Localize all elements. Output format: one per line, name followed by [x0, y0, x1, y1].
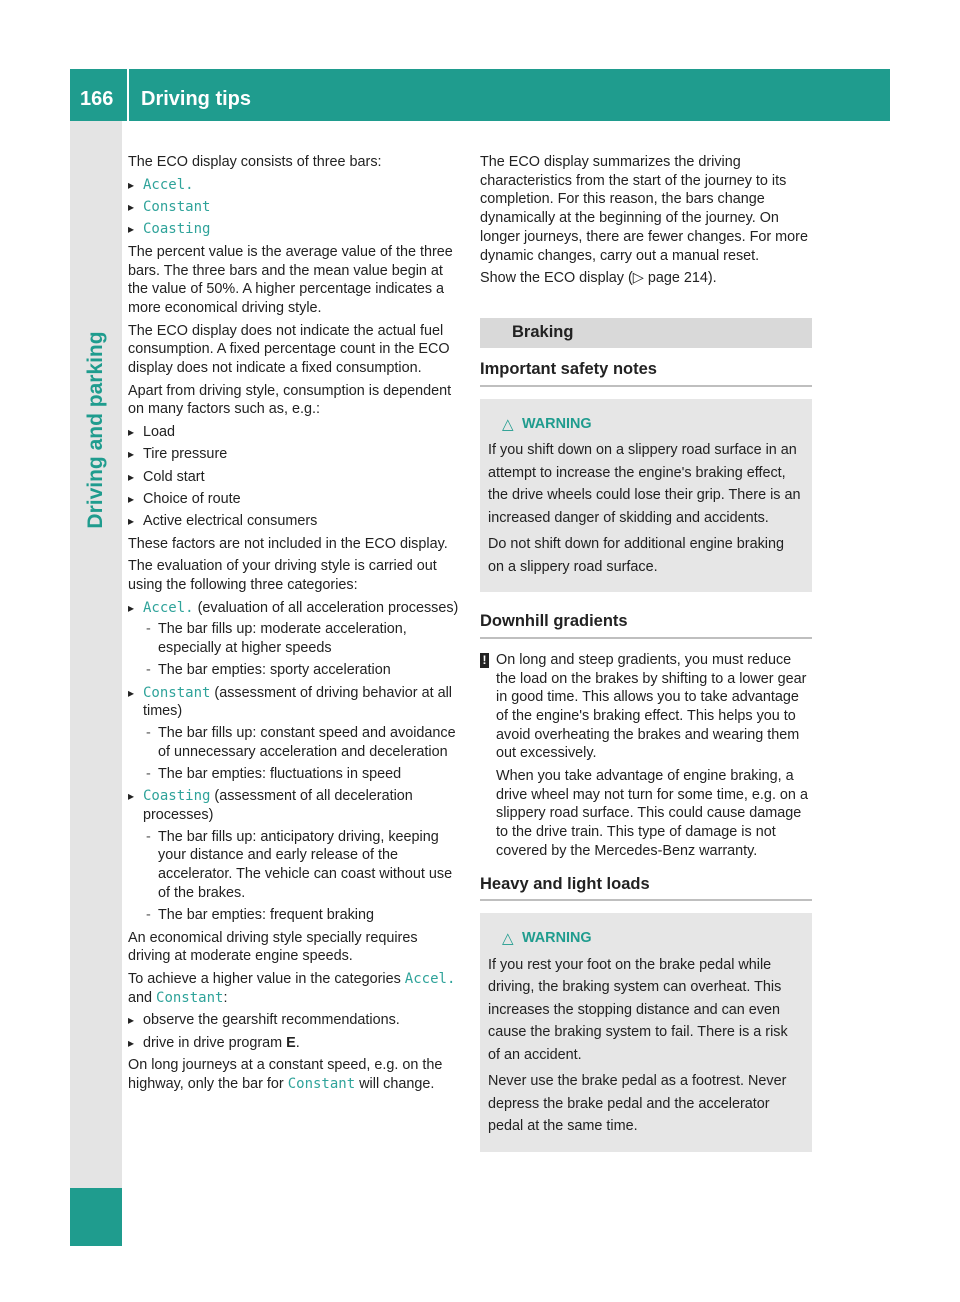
paragraph: The evaluation of your driving style is carried out using the following three categories: [128, 558, 437, 594]
sub-item: - The bar empties: fluctuations in speed [143, 765, 460, 784]
sub-item: - The bar empties: frequent braking [143, 906, 460, 925]
category-text: (assessment of all deceleration processes) [143, 788, 413, 823]
code-accel: Accel. [404, 970, 456, 987]
list-item [128, 220, 460, 239]
notice-text: On long and steep gradients, you must reduce the load on the brakes by shifting to a lower gear in good time. This allows you to take advantage of the engine's braking effect. This helps you to avoid overheating the brakes and wearing them out excessively. [496, 651, 807, 762]
header-divider [127, 69, 129, 121]
side-tab-marker [70, 1188, 122, 1246]
subheading-loads: Heavy and light loads [480, 875, 812, 902]
paragraph: The ECO display summarizes the driving characteristics from the start of the journey to its completion. For this reason, the bars change dynamically at the beginning of the journey. On longer journeys, there are fewer changes. For more dynamic changes, carry out a manual reset. [480, 154, 808, 264]
exclamation-icon: ! [480, 653, 489, 668]
text-fragment: Show the ECO display ( [480, 270, 633, 287]
warning-heading [488, 927, 802, 950]
warning-box [480, 913, 812, 1152]
right-column [480, 153, 812, 1172]
page-ref-arrow-icon: ▷ [632, 270, 644, 287]
sub-item: - The bar fills up: constant speed and avoidance of unnecessary acceleration and deceleration [143, 724, 460, 761]
category-constant [128, 684, 460, 784]
text-fragment: : [223, 989, 228, 1006]
sub-item: - The bar empties: sporty acceleration [143, 661, 460, 680]
code-constant: Constant [156, 989, 224, 1006]
subheading-safety: Important safety notes [480, 360, 812, 387]
list-item [128, 198, 460, 217]
warning-triangle-icon: △ [502, 930, 514, 948]
paragraph: The percent value is the average value of the three bars. The three bars and the mean value begin at the value of 50%. A higher percentage indicates a more economical driving style. [128, 243, 453, 316]
tips-list [128, 1011, 460, 1052]
left-column [128, 153, 460, 1098]
sub-item: - The bar fills up: anticipatory driving, keeping your distance and early release of the accelerator. The vehicle can coast without use of the brakes. [143, 828, 460, 903]
text-fragment: will change. [355, 1075, 435, 1092]
categories-list [128, 599, 460, 925]
sub-list [143, 620, 460, 680]
bar-constant: Constant [143, 198, 211, 215]
section-header-braking [480, 318, 812, 348]
sub-list [143, 828, 460, 925]
list-item: ▸ Tire pressure [128, 445, 460, 464]
list-item: ▸ observe the gearshift recommendations. [128, 1011, 460, 1030]
text-fragment: To achieve a higher value in the categories [128, 970, 405, 987]
category-accel [128, 599, 460, 680]
code-accel: Accel. [143, 599, 194, 616]
sub-item: - The bar fills up: moderate acceleration, especially at higher speeds [143, 620, 460, 657]
page-number: 166 [80, 88, 114, 110]
notice-text: When you take advantage of engine braking, a drive wheel may not turn for some time, e.g. on a slippery road surface. This could cause damage to the drive train. This type of damage is not covered by the Mercedes-Benz warranty. [496, 768, 808, 859]
notice-block [480, 651, 812, 861]
category-coasting [128, 787, 460, 924]
list-item: ▸ Load [128, 423, 460, 442]
warning-text: Do not shift down for additional engine braking on a slippery road surface. [488, 536, 784, 575]
chapter-label: Driving and parking [84, 331, 107, 529]
paragraph: These factors are not included in the ECO display. [128, 535, 448, 552]
category-text: (assessment of driving behavior at all times) [143, 684, 452, 720]
category-text: (evaluation of all acceleration processes) [193, 599, 459, 616]
warning-box [480, 399, 812, 593]
drive-program: E [286, 1034, 296, 1051]
code-coasting: Coasting [143, 788, 211, 805]
factors-list [128, 423, 460, 531]
bar-coasting: Coasting [143, 221, 211, 238]
eco-intro: The ECO display consists of three bars: [128, 154, 382, 170]
warning-label: WARNING [522, 415, 592, 432]
list-item [128, 176, 460, 195]
page-title: Driving tips [141, 88, 252, 110]
code-constant: Constant [287, 1075, 356, 1092]
paragraph-categories [128, 970, 460, 1007]
warning-text: Never use the brake pedal as a footrest. Never depress the brake pedal and the accelerator pedal at the same time. [488, 1073, 787, 1135]
page-reference-link[interactable]: page 214). [643, 270, 717, 287]
paragraph: The ECO display does not indicate the actual fuel consumption. A fixed percentage count in the ECO display does not indicate a fixed consumption. [128, 322, 450, 377]
paragraph-show-display [480, 269, 812, 288]
list-item [128, 1034, 460, 1053]
list-item: ▸ Active electrical consumers [128, 512, 460, 531]
code-constant: Constant [143, 684, 211, 701]
text-fragment: On long journeys at a constant speed, e.g. on the highway, only the bar for [128, 1057, 443, 1092]
sub-list [143, 724, 460, 784]
list-item: ▸ Cold start [128, 468, 460, 487]
text-fragment: . [295, 1034, 300, 1051]
text-fragment: drive in drive program [143, 1034, 287, 1051]
side-tab [70, 121, 122, 1246]
warning-text: If you rest your foot on the brake pedal while driving, the braking system can overheat. This increases the stopping distance and can even cause the braking system to fail. There is a risk of an accident. [488, 956, 788, 1063]
warning-heading [488, 413, 802, 436]
paragraph: An economical driving style specially requires driving at moderate engine speeds. [128, 929, 418, 965]
warning-triangle-icon: △ [502, 415, 514, 433]
subheading-downhill: Downhill gradients [480, 612, 812, 639]
paragraph: Apart from driving style, consumption is dependent on many factors such as, e.g.: [128, 382, 452, 418]
warning-label: WARNING [522, 930, 592, 947]
bar-accel: Accel. [143, 176, 194, 193]
bars-list [128, 176, 460, 239]
warning-text: If you shift down on a slippery road surface in an attempt to increase the engine's braking effect, the drive wheels could lose their grip. There is an increased danger of skidding and accidents. [488, 442, 801, 526]
list-item: ▸ Choice of route [128, 490, 460, 509]
section-title: Braking [512, 322, 574, 341]
text-fragment: and [128, 989, 157, 1006]
paragraph-highway [128, 1056, 460, 1093]
